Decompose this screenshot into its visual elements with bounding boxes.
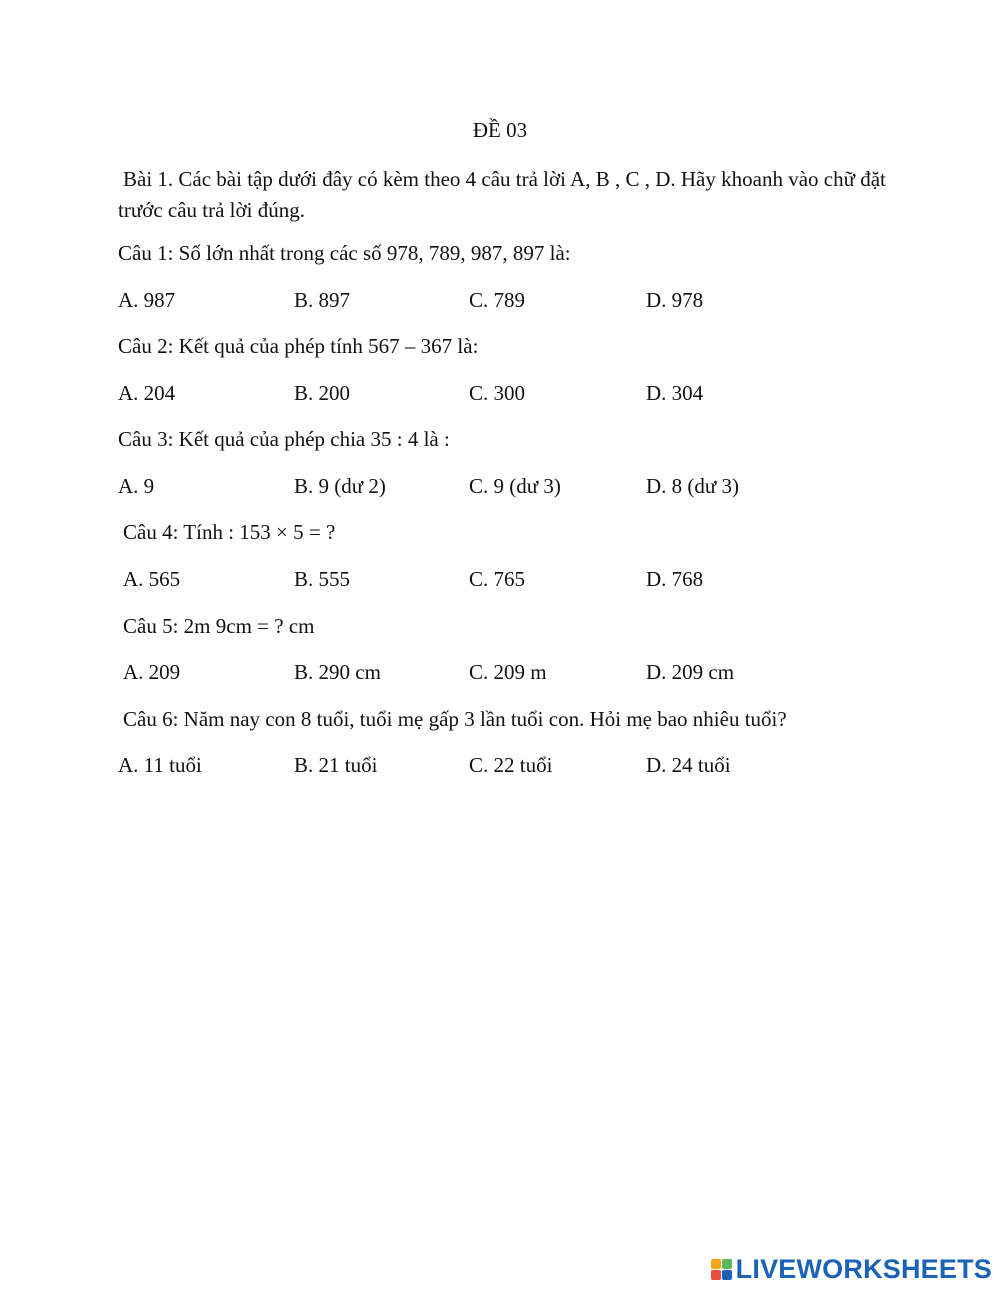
logo-mark-icon <box>711 1259 732 1280</box>
logo-square-e <box>722 1270 732 1280</box>
page-title: ĐỀ 03 <box>472 118 528 142</box>
option-b[interactable]: B. 290 cm <box>294 660 381 684</box>
option-d[interactable]: D. 24 tuổi <box>646 753 731 777</box>
logo-square-v <box>711 1270 721 1280</box>
option-a[interactable]: A. 987 <box>118 288 176 312</box>
option-a[interactable]: A. 565 <box>123 567 181 591</box>
logo-square-i <box>722 1259 732 1269</box>
option-a[interactable]: A. 9 <box>118 474 155 498</box>
option-b[interactable]: B. 897 <box>294 288 351 312</box>
liveworksheets-logo <box>711 1254 992 1284</box>
option-c[interactable]: C. 22 tuổi <box>469 753 553 777</box>
option-c[interactable]: C. 9 (dư 3) <box>469 474 561 498</box>
option-a[interactable]: A. 11 tuổi <box>118 753 202 777</box>
option-d[interactable]: D. 768 <box>646 567 704 591</box>
logo-square-l <box>711 1259 721 1269</box>
option-d[interactable]: D. 304 <box>646 381 704 405</box>
option-c[interactable]: C. 765 <box>469 567 526 591</box>
option-c[interactable]: C. 789 <box>469 288 526 312</box>
question-5: Câu 5: 2m 9cm = ? cm <box>123 614 315 638</box>
option-b[interactable]: B. 200 <box>294 381 351 405</box>
logo-text: LIVEWORKSHEETS <box>735 1253 992 1284</box>
instructions: Bài 1. Các bài tập dưới đây có kèm theo 4 câu trả lời A, B , C , D. Hãy khoanh vào chữ đặt trước câu trả lời đúng. <box>118 167 886 222</box>
question-6: Câu 6: Năm nay con 8 tuổi, tuổi mẹ gấp 3 lần tuổi con. Hỏi mẹ bao nhiêu tuổi? <box>123 707 787 731</box>
question-2: Câu 2: Kết quả của phép tính 567 – 367 là: <box>118 334 479 358</box>
option-a[interactable]: A. 209 <box>123 660 181 684</box>
question-3: Câu 3: Kết quả của phép chia 35 : 4 là : <box>118 427 450 451</box>
option-c[interactable]: C. 209 m <box>469 660 547 684</box>
question-1: Câu 1: Số lớn nhất trong các số 978, 789, 987, 897 là: <box>118 241 571 265</box>
option-d[interactable]: D. 978 <box>646 288 704 312</box>
option-a[interactable]: A. 204 <box>118 381 176 405</box>
question-4: Câu 4: Tính : 153 × 5 = ? <box>123 520 336 544</box>
option-b[interactable]: B. 21 tuổi <box>294 753 378 777</box>
option-d[interactable]: D. 8 (dư 3) <box>646 474 740 498</box>
option-b[interactable]: B. 9 (dư 2) <box>294 474 386 498</box>
option-b[interactable]: B. 555 <box>294 567 351 591</box>
option-c[interactable]: C. 300 <box>469 381 526 405</box>
option-d[interactable]: D. 209 cm <box>646 660 735 684</box>
